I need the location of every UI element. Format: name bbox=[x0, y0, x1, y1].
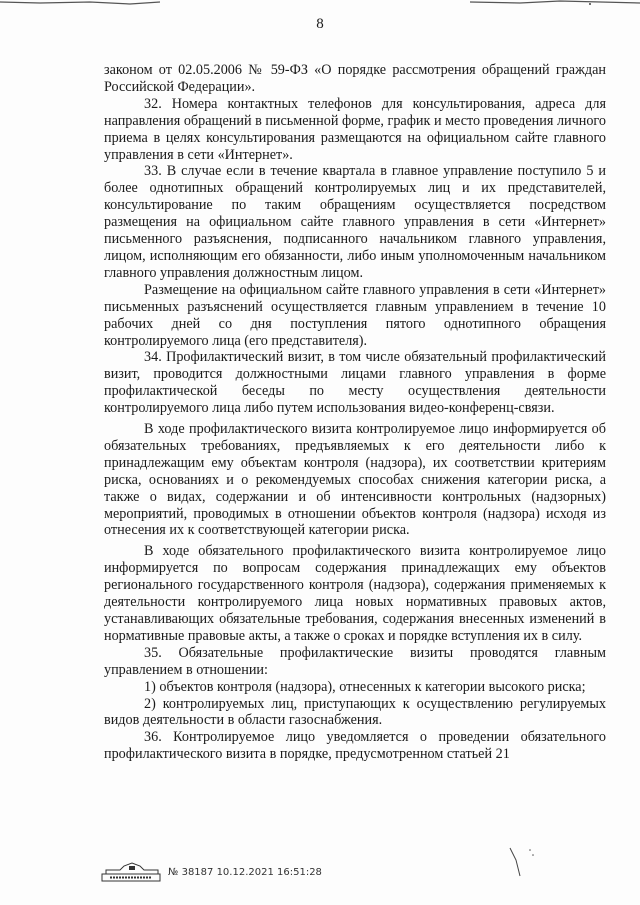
paragraph-35: 35. Обязательные профилактические визиты проводятся главным управлением в отношении: bbox=[104, 644, 606, 678]
document-footer bbox=[100, 862, 500, 884]
paragraph-p1: законом от 02.05.2006 № 59-ФЗ «О порядке рассмотрения обращений граждан Российской Федерации». bbox=[104, 62, 606, 95]
paragraph-36: 36. Контролируемое лицо уведомляется о проведении обязательного профилактического визита в порядке, предусмотренном статьей 21 bbox=[104, 729, 606, 763]
paragraph-33: 33. В случае если в течение квартала в главное управление поступило 5 и более однотипных обращений контролируемых лиц и их представителей, консультирование по таким обращениям осуществляется посредством размещения на официальном сайте главного управления в сети «Интернет» письменного разъяснения, подписанного начальником главного управления, лицом, исполняющим его обязанности, либо иным уполномоченным начальником главного управления должностным лицом. bbox=[104, 163, 606, 281]
paragraph-34-visit-info: В ходе профилактического визита контролируемое лицо информируется об обязательных требованиях, предъявляемых к его деятельности либо к принадлежащим ему объектам контроля (надзора), их соответствии критериям риска, основаниях и о рекомендуемых способах снижения категории риска, а также о видах, содержании и об интенсивности контрольных (надзорных) мероприятий, проводимых в отношении объектов контроля (надзора) исходя из отнесения их к соответствующей категории риска. bbox=[104, 421, 606, 539]
registry-stamp-icon bbox=[100, 862, 164, 884]
paragraph-34-mandatory-visit: В ходе обязательного профилактического визита контролируемое лицо информируется по вопросам содержания принадлежащих ему объектов регионального государственного контроля (надзора), содержания применяемых к деятельности контролируемого лица новых нормативных правовых актов, устанавливающих обязательные требования, содержания внесенных изменений в нормативные правовые акты, а также о сроках и порядке вступления их в силу. bbox=[104, 543, 606, 644]
paragraph-33-continued: Размещение на официальном сайте главного управления в сети «Интернет» письменных разъяснений осуществляется главным управлением в течение 10 рабочих дней со дня поступления пятого однотипного обращения контролируемого лица (его представителя). bbox=[104, 281, 606, 349]
paragraph-35-item-2: 2) контролируемых лиц, приступающих к осуществлению регулируемых видов деятельности в области газоснабжения. bbox=[104, 695, 606, 729]
paragraph-32: 32. Номера контактных телефонов для консультирования, адреса для направления обращений в письменной форме, график и место проведения личного приема в целях консультирования размещаются на официальном сайте главного управления в сети «Интернет». bbox=[104, 95, 606, 163]
paragraph-34: 34. Профилактический визит, в том числе обязательный профилактический визит, проводится должностными лицами главного управления в форме профилактической беседы по месту осуществления деятельности контролируемого лица либо путем использования видео-конференц-связи. bbox=[104, 349, 606, 417]
page-number: 8 bbox=[316, 16, 324, 32]
scan-edge-artifact bbox=[0, 0, 640, 8]
paragraph-35-item-1: 1) объектов контроля (надзора), отнесенных к категории высокого риска; bbox=[144, 678, 586, 695]
document-registration-stamp: № 38187 10.12.2021 16:51:28 bbox=[168, 867, 322, 878]
pen-mark bbox=[506, 846, 536, 886]
document-body bbox=[104, 62, 606, 763]
